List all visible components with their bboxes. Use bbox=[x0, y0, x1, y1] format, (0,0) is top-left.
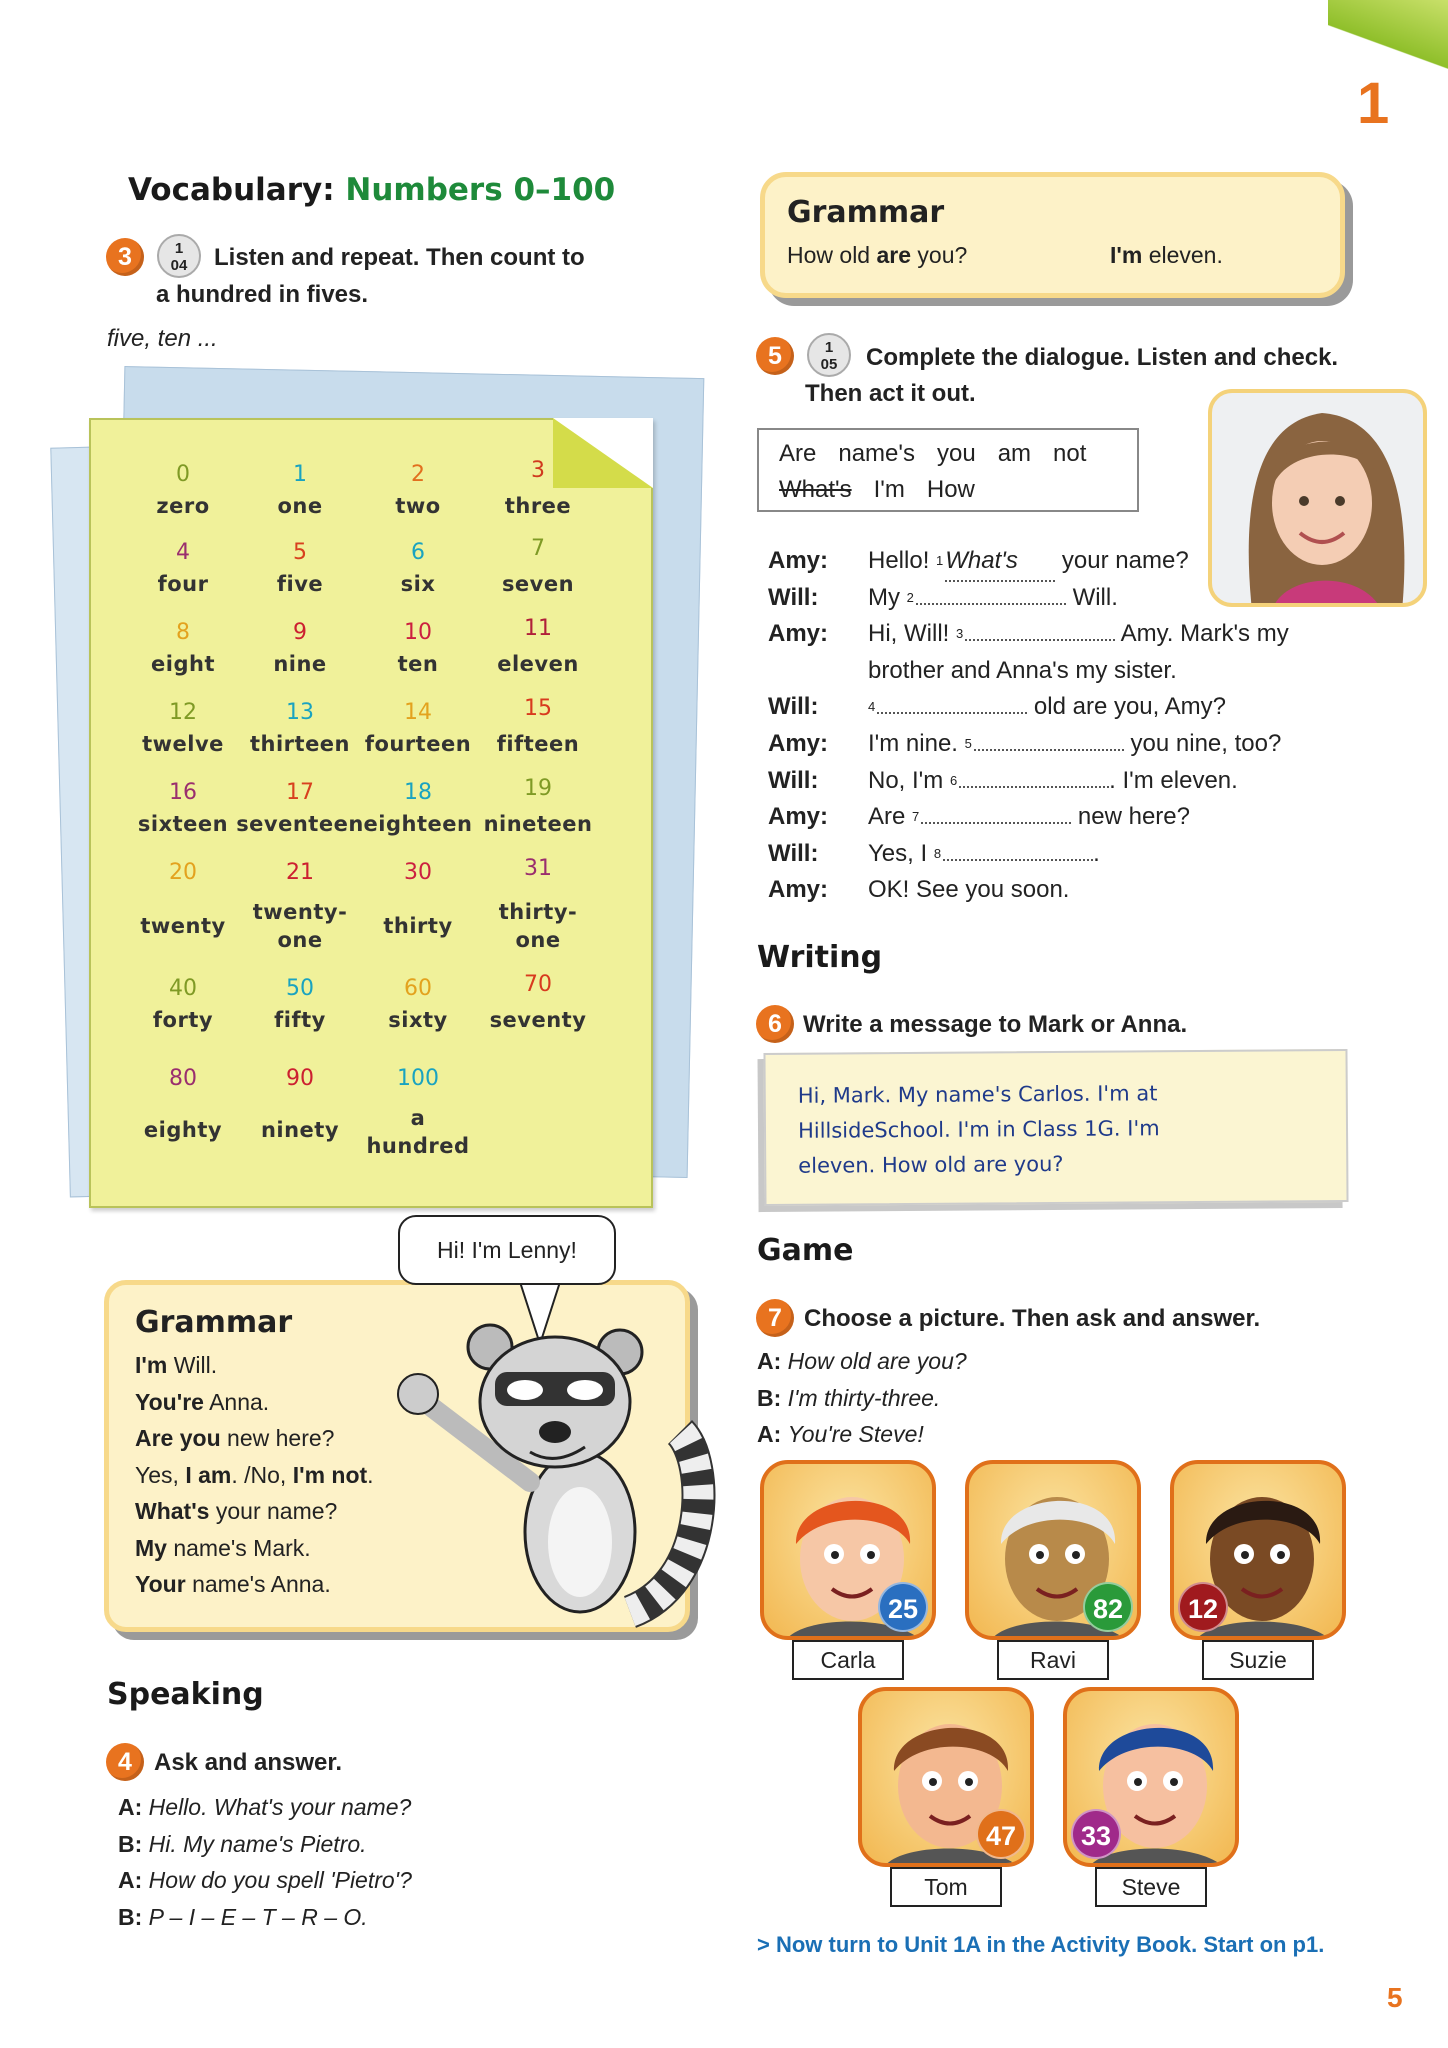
cd-audio-icon[interactable] bbox=[157, 234, 201, 278]
text: . bbox=[367, 1461, 374, 1488]
answer-blank[interactable] bbox=[921, 802, 1071, 824]
speaking-title: Speaking bbox=[107, 1677, 264, 1712]
grammar-answer bbox=[1110, 237, 1223, 274]
number-digit: 15 bbox=[524, 696, 552, 721]
game-title: Game bbox=[757, 1233, 854, 1268]
number-digit: 1 bbox=[293, 462, 307, 487]
number-word: sixty bbox=[388, 1008, 448, 1032]
age-badge: 82 bbox=[1083, 1582, 1133, 1632]
speaker-label: Amy: bbox=[768, 730, 829, 757]
dialogue-line bbox=[757, 1421, 924, 1448]
number-digit: 4 bbox=[176, 540, 190, 565]
text-bold: are bbox=[876, 242, 912, 268]
text: Yes, bbox=[135, 1461, 186, 1488]
number-word: eight bbox=[151, 652, 215, 676]
word-bank-row bbox=[779, 436, 1117, 472]
lemur-eye bbox=[507, 1380, 543, 1400]
number-digit: 31 bbox=[524, 856, 552, 881]
word-bank-item: Are bbox=[779, 440, 817, 467]
speaker-label: B: bbox=[757, 1384, 782, 1411]
number-digit: 30 bbox=[404, 860, 432, 885]
dialogue-text bbox=[868, 653, 1177, 690]
text: you? bbox=[911, 242, 968, 268]
number-word: six bbox=[400, 572, 436, 596]
character-name-label: Ravi bbox=[997, 1640, 1109, 1680]
line-text: How old are you? bbox=[787, 1348, 967, 1374]
speaker-label: A: bbox=[118, 1794, 143, 1820]
dialogue-text bbox=[868, 616, 1289, 653]
speaker-label: Amy: bbox=[768, 876, 829, 904]
text-after: . bbox=[1093, 839, 1100, 867]
text: Anna. bbox=[203, 1388, 270, 1415]
number-digit: 10 bbox=[404, 620, 432, 645]
text-before: brother and Anna's my sister. bbox=[868, 656, 1177, 684]
character-name-label: Steve bbox=[1095, 1867, 1207, 1907]
word-bank-item: not bbox=[1053, 440, 1087, 467]
number-word: one bbox=[277, 494, 323, 518]
line-text: I'm thirty-three. bbox=[787, 1384, 941, 1411]
message-line: Hi, Mark. My name's Carlos. I'm at bbox=[797, 1081, 1158, 1108]
text-bold: Are you bbox=[135, 1425, 221, 1451]
speaker-label: A: bbox=[118, 1867, 143, 1894]
number-word: eighteen bbox=[363, 812, 473, 836]
text-after: Amy. Mark's my bbox=[1115, 620, 1289, 648]
text-bold: I'm bbox=[135, 1352, 168, 1378]
number-word: thirteen bbox=[249, 732, 351, 756]
number-word: seventy bbox=[489, 1008, 587, 1032]
answer-blank[interactable] bbox=[877, 692, 1027, 714]
gap-number: 1 bbox=[936, 553, 944, 568]
word-bank-item: How bbox=[926, 476, 975, 503]
text-before: Hello! bbox=[868, 547, 937, 574]
answer-blank[interactable] bbox=[974, 729, 1124, 751]
cd-audio-icon[interactable] bbox=[807, 333, 851, 377]
text: name's Mark. bbox=[166, 1534, 311, 1561]
answer-blank[interactable] bbox=[943, 839, 1093, 861]
track-number: 04 bbox=[170, 257, 188, 274]
character-name-label: Suzie bbox=[1202, 1640, 1314, 1680]
answer-blank[interactable] bbox=[916, 583, 1066, 605]
gap-number: 5 bbox=[964, 736, 972, 751]
grammar-right-title: Grammar bbox=[787, 195, 945, 230]
age-badge: 12 bbox=[1178, 1582, 1228, 1632]
number-digit: 18 bbox=[404, 780, 432, 805]
exercise-3-example: five, ten ... bbox=[107, 325, 218, 352]
number-word: two bbox=[395, 494, 441, 518]
number-word: eighty bbox=[143, 1118, 223, 1142]
number-digit: 9 bbox=[293, 620, 307, 645]
word-bank-item: am bbox=[997, 440, 1032, 467]
lenny-lemur-illustration bbox=[380, 1282, 730, 1642]
text-before: Are bbox=[868, 803, 913, 831]
dialogue-text bbox=[868, 543, 1189, 582]
number-word: a hundred bbox=[366, 1106, 470, 1158]
character-picture-carla[interactable] bbox=[760, 1460, 936, 1640]
text-bold: Your bbox=[135, 1571, 186, 1597]
answer-blank[interactable] bbox=[959, 766, 1109, 788]
number-word: twenty bbox=[140, 914, 226, 938]
dialogue-text bbox=[868, 836, 1100, 873]
speaker-label: A: bbox=[757, 1421, 782, 1448]
writing-title: Writing bbox=[757, 940, 883, 975]
number-digit: 16 bbox=[169, 780, 197, 805]
speaker-label: Will: bbox=[768, 766, 819, 794]
number-word: zero bbox=[156, 494, 210, 518]
dialogue-line bbox=[118, 1831, 367, 1858]
cd-number: 1 bbox=[174, 240, 184, 257]
word-bank-item: you bbox=[936, 440, 976, 467]
speech-bubble: Hi! I'm Lenny! bbox=[398, 1215, 616, 1285]
exercise-number-7: 7 bbox=[756, 1299, 794, 1337]
grammar-line bbox=[135, 1457, 374, 1494]
text-before: Yes, I bbox=[868, 839, 934, 867]
grammar-line bbox=[135, 1566, 374, 1603]
number-digit: 11 bbox=[524, 616, 552, 641]
number-word: seven bbox=[501, 572, 575, 596]
character-name-label: Carla bbox=[792, 1640, 904, 1680]
text-after: your name? bbox=[1055, 547, 1189, 574]
number-digit: 8 bbox=[176, 620, 190, 645]
activity-book-link[interactable]: > Now turn to Unit 1A in the Activity Book. Start on p1. bbox=[757, 1932, 1325, 1957]
grammar-title: Grammar bbox=[135, 1305, 293, 1340]
speaker-label: Amy: bbox=[768, 620, 829, 648]
speaker-label: B: bbox=[118, 1903, 143, 1930]
number-word: fifty bbox=[274, 1008, 326, 1032]
number-digit: 6 bbox=[411, 540, 425, 565]
lemur-eye bbox=[567, 1380, 603, 1400]
leaf-decoration bbox=[1328, 0, 1448, 70]
text-bold: What's bbox=[135, 1498, 210, 1524]
word-bank-row bbox=[779, 472, 1117, 508]
text-bold: I'm bbox=[1110, 242, 1143, 268]
text-after: . I'm eleven. bbox=[1109, 766, 1238, 794]
line-text: You're Steve! bbox=[787, 1421, 924, 1448]
number-word: three bbox=[504, 494, 572, 518]
exercise-6-instruction: Write a message to Mark or Anna. bbox=[803, 1011, 1188, 1038]
gap-number: 3 bbox=[955, 626, 964, 642]
dialogue-line bbox=[118, 1794, 411, 1821]
speaker-label: Will: bbox=[768, 693, 819, 721]
number-word: nine bbox=[273, 652, 327, 676]
number-digit: 21 bbox=[286, 860, 314, 885]
number-word: ten bbox=[397, 652, 439, 676]
number-word: thirty bbox=[383, 914, 453, 938]
text: How old bbox=[787, 242, 877, 268]
number-digit: 5 bbox=[293, 540, 307, 565]
speaker-label: Will: bbox=[768, 583, 819, 611]
number-word: ninety bbox=[260, 1118, 340, 1142]
number-word: forty bbox=[152, 1008, 214, 1032]
exercise-5-instruction: Complete the dialogue. Listen and check. bbox=[866, 344, 1339, 371]
message-line: eleven. How old are you? bbox=[798, 1151, 1064, 1178]
number-digit: 14 bbox=[404, 700, 432, 725]
character-picture-ravi[interactable] bbox=[965, 1460, 1141, 1640]
exercise-number-4: 4 bbox=[106, 1743, 144, 1781]
dialogue-line bbox=[118, 1867, 412, 1894]
dialogue-text bbox=[868, 726, 1281, 763]
gap-number: 2 bbox=[906, 589, 914, 605]
number-digit: 0 bbox=[176, 462, 190, 487]
gap-number: 6 bbox=[949, 772, 958, 788]
text: Will. bbox=[167, 1352, 218, 1378]
cd-number: 1 bbox=[824, 339, 834, 356]
number-digit: 40 bbox=[169, 976, 197, 1001]
number-word: five bbox=[276, 572, 324, 596]
unit-number: 1 bbox=[1357, 71, 1390, 136]
dialogue-text bbox=[868, 689, 1226, 726]
word-bank-item: I'm bbox=[873, 476, 905, 503]
message-line: HillsideSchool. I'm in Class 1G. I'm bbox=[797, 1116, 1160, 1143]
dialogue-text bbox=[868, 799, 1190, 836]
text: new here? bbox=[220, 1425, 335, 1451]
lemur-tail bbox=[630, 1432, 698, 1612]
number-word: sixteen bbox=[137, 812, 229, 836]
dialogue-text bbox=[868, 580, 1118, 617]
dialogue-line bbox=[757, 1348, 967, 1375]
text-bold: I am bbox=[185, 1461, 232, 1488]
grammar-line bbox=[135, 1420, 374, 1457]
line-text: How do you spell 'Pietro'? bbox=[148, 1867, 412, 1894]
word-bank-item: name's bbox=[838, 440, 915, 467]
lemur-nose bbox=[539, 1421, 571, 1443]
dialogue-text bbox=[868, 872, 1069, 909]
dialogue-line bbox=[118, 1904, 368, 1931]
number-digit: 90 bbox=[286, 1066, 314, 1091]
number-digit: 13 bbox=[286, 700, 314, 725]
speaker-label: A: bbox=[757, 1348, 782, 1374]
number-word: twelve bbox=[142, 732, 224, 756]
word-bank-item: What's bbox=[779, 476, 852, 503]
speech-bubble-tail bbox=[520, 1282, 560, 1344]
grammar-line bbox=[135, 1384, 374, 1421]
grammar-line bbox=[135, 1347, 374, 1384]
vocabulary-title bbox=[128, 172, 615, 208]
grammar-line bbox=[135, 1493, 374, 1530]
exercise-4-instruction: Ask and answer. bbox=[154, 1749, 343, 1776]
line-text: Hi. My name's Pietro. bbox=[148, 1830, 367, 1857]
girl-photo-illustration bbox=[1212, 393, 1427, 607]
exercise-5-instruction-cont: Then act it out. bbox=[805, 380, 976, 407]
dialogue-text bbox=[868, 763, 1238, 800]
number-word: fifteen bbox=[496, 732, 580, 756]
dialogue-line bbox=[757, 1385, 940, 1412]
text-before: No, I'm bbox=[868, 766, 950, 794]
line-text: P – I – E – T – R – O. bbox=[148, 1903, 368, 1930]
age-badge: 47 bbox=[976, 1809, 1026, 1859]
speaker-label: B: bbox=[118, 1830, 143, 1857]
number-digit: 3 bbox=[531, 458, 545, 483]
text-after: new here? bbox=[1071, 803, 1190, 831]
number-word: thirty- one bbox=[498, 900, 578, 952]
number-digit: 7 bbox=[531, 536, 545, 561]
gap-number: 4 bbox=[868, 699, 876, 715]
exercise-3-instruction: Listen and repeat. Then count to bbox=[214, 244, 585, 271]
text-before: Hi, Will! bbox=[868, 620, 956, 648]
text: your name? bbox=[209, 1498, 338, 1524]
grammar-line bbox=[135, 1530, 374, 1567]
character-picture-suzie[interactable] bbox=[1170, 1460, 1346, 1640]
gap-number: 8 bbox=[933, 845, 942, 861]
number-digit: 100 bbox=[397, 1066, 439, 1091]
text-bold: I'm not bbox=[292, 1461, 368, 1488]
grammar-lines bbox=[135, 1347, 374, 1603]
text-after: old are you, Amy? bbox=[1027, 693, 1227, 721]
text-before: OK! See you soon. bbox=[868, 876, 1070, 904]
lemur-hand bbox=[398, 1374, 438, 1414]
speaker-label: Amy: bbox=[768, 547, 829, 574]
number-digit: 80 bbox=[169, 1066, 197, 1091]
answer-blank[interactable]: What's bbox=[945, 543, 1055, 582]
number-digit: 60 bbox=[404, 976, 432, 1001]
text-after: you nine, too? bbox=[1123, 730, 1282, 757]
text-bold: You're bbox=[135, 1388, 204, 1415]
exercise-3-instruction-cont: a hundred in fives. bbox=[156, 281, 369, 308]
exercise-number-6: 6 bbox=[756, 1005, 794, 1043]
exercise-7-instruction: Choose a picture. Then ask and answer. bbox=[804, 1305, 1261, 1332]
speaker-label: Amy: bbox=[768, 803, 829, 831]
text: . /No, bbox=[231, 1461, 293, 1488]
age-badge: 25 bbox=[878, 1582, 928, 1632]
number-word: nineteen bbox=[483, 812, 593, 836]
number-digit: 70 bbox=[524, 972, 552, 997]
girl-photo bbox=[1208, 389, 1427, 607]
exercise-number-5: 5 bbox=[756, 337, 794, 375]
text-before: My bbox=[868, 583, 907, 611]
answer-blank[interactable] bbox=[965, 619, 1115, 641]
character-name-label: Tom bbox=[890, 1867, 1002, 1907]
text-before: I'm nine. bbox=[868, 730, 965, 757]
number-word: seventeen bbox=[236, 812, 364, 836]
number-digit: 2 bbox=[411, 462, 425, 487]
vocabulary-title-prefix: Vocabulary: bbox=[128, 172, 335, 208]
text-bold: My bbox=[135, 1534, 167, 1561]
message-note bbox=[763, 1049, 1348, 1206]
text-after: Will. bbox=[1065, 583, 1118, 611]
text: name's Anna. bbox=[185, 1571, 331, 1597]
number-word: eleven bbox=[497, 652, 579, 676]
vocabulary-title-topic: Numbers 0–100 bbox=[345, 172, 616, 208]
lemur-belly bbox=[548, 1487, 612, 1597]
word-bank bbox=[757, 428, 1139, 512]
number-word: four bbox=[157, 572, 209, 596]
page-number: 5 bbox=[1387, 1982, 1403, 2013]
number-digit: 50 bbox=[286, 976, 314, 1001]
number-digit: 17 bbox=[286, 780, 314, 805]
character-picture-steve[interactable] bbox=[1063, 1687, 1239, 1867]
character-picture-tom[interactable] bbox=[858, 1687, 1034, 1867]
age-badge: 33 bbox=[1071, 1809, 1121, 1859]
gap-number: 7 bbox=[912, 809, 920, 825]
number-word: twenty- one bbox=[252, 900, 348, 952]
exercise-number-3: 3 bbox=[106, 238, 144, 276]
speaker-label: Will: bbox=[768, 839, 819, 867]
line-text: Hello. What's your name? bbox=[148, 1794, 412, 1820]
grammar-question bbox=[787, 237, 967, 274]
number-digit: 19 bbox=[524, 776, 552, 801]
grammar-box-right bbox=[760, 172, 1345, 298]
track-number: 05 bbox=[820, 356, 838, 373]
number-digit: 20 bbox=[169, 860, 197, 885]
number-word: fourteen bbox=[364, 732, 472, 756]
text: eleven. bbox=[1142, 242, 1223, 268]
number-digit: 12 bbox=[169, 700, 197, 725]
